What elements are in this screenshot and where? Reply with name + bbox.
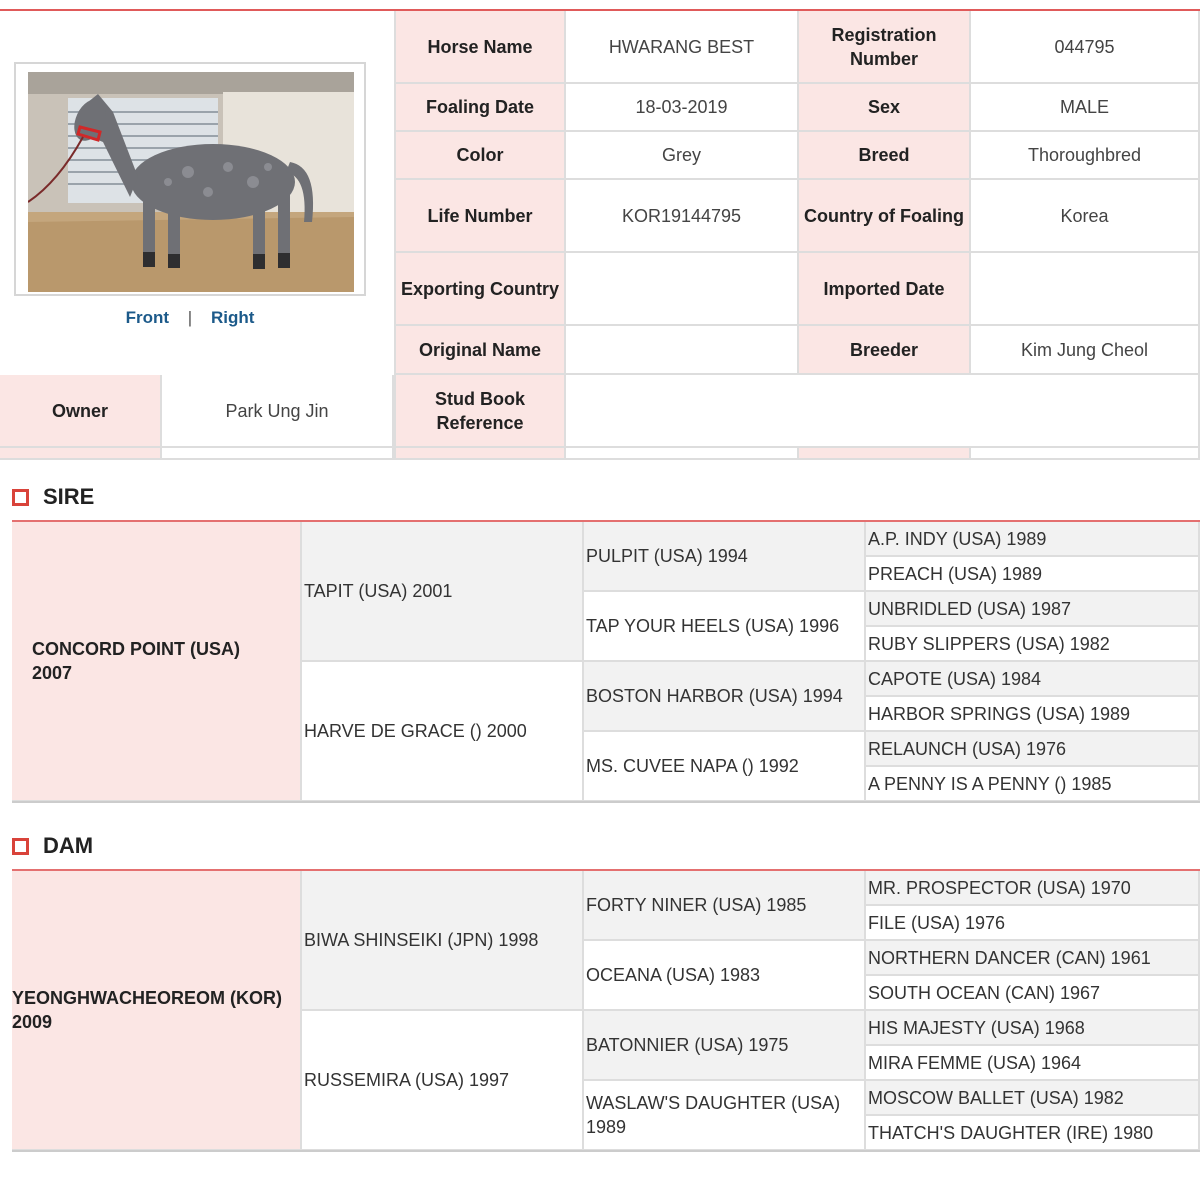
link-separator: | xyxy=(187,308,193,327)
sire-gen1: CONCORD POINT (USA) 2007 xyxy=(12,522,302,802)
sire-gen4: HARBOR SPRINGS (USA) 1989 xyxy=(866,697,1200,732)
life-number-value: KOR19144795 xyxy=(566,180,799,253)
exporting-country-value xyxy=(566,253,799,326)
original-name-label: Original Name xyxy=(394,326,566,375)
dam-gen3: WASLAW'S DAUGHTER (USA) 1989 xyxy=(584,1081,866,1151)
right-view-link[interactable]: Right xyxy=(210,308,255,327)
breeder-label: Breeder xyxy=(799,326,971,375)
partial-row-label-2 xyxy=(394,448,566,460)
dam-gen2: BIWA SHINSEIKI (JPN) 1998 xyxy=(302,871,584,1011)
dam-gen1: YEONGHWACHEOREOM (KOR) 2009 xyxy=(12,871,302,1151)
dam-gen4: MOSCOW BALLET (USA) 1982 xyxy=(866,1081,1200,1116)
country-of-foaling-value: Korea xyxy=(971,180,1200,253)
sire-section-title xyxy=(12,484,94,510)
breed-label: Breed xyxy=(799,132,971,180)
dam-gen4: HIS MAJESTY (USA) 1968 xyxy=(866,1011,1200,1046)
sire-gen2: HARVE DE GRACE () 2000 xyxy=(302,662,584,802)
owner-value: Park Ung Jin xyxy=(162,375,394,448)
sex-value: MALE xyxy=(971,84,1200,132)
owner-label: Owner xyxy=(0,375,162,448)
dam-gen4: MR. PROSPECTOR (USA) 1970 xyxy=(866,871,1200,906)
breed-value: Thoroughbred xyxy=(971,132,1200,180)
dam-gen3: OCEANA (USA) 1983 xyxy=(584,941,866,1011)
dam-title-text: DAM xyxy=(43,833,94,858)
sire-gen2: TAPIT (USA) 2001 xyxy=(302,522,584,662)
partial-row-value-3 xyxy=(971,448,1200,460)
imported-date-label: Imported Date xyxy=(799,253,971,326)
partial-row-value xyxy=(162,448,394,460)
sire-gen4: CAPOTE (USA) 1984 xyxy=(866,662,1200,697)
sire-bottom-rule xyxy=(12,801,1200,803)
breeder-value: Kim Jung Cheol xyxy=(971,326,1200,375)
sire-gen3: BOSTON HARBOR (USA) 1994 xyxy=(584,662,866,732)
dam-gen4: MIRA FEMME (USA) 1964 xyxy=(866,1046,1200,1081)
sire-gen4: UNBRIDLED (USA) 1987 xyxy=(866,592,1200,627)
life-number-label: Life Number xyxy=(394,180,566,253)
dam-bottom-rule xyxy=(12,1150,1200,1152)
sire-gen4: PREACH (USA) 1989 xyxy=(866,557,1200,592)
original-name-value xyxy=(566,326,799,375)
dam-gen3: BATONNIER (USA) 1975 xyxy=(584,1011,866,1081)
section-square-icon xyxy=(12,489,29,506)
dam-gen4: THATCH'S DAUGHTER (IRE) 1980 xyxy=(866,1116,1200,1151)
imported-date-value xyxy=(971,253,1200,326)
foaling-date-label: Foaling Date xyxy=(394,84,566,132)
dam-gen4: SOUTH OCEAN (CAN) 1967 xyxy=(866,976,1200,1011)
registration-number-value: 044795 xyxy=(971,11,1200,84)
sire-gen4: RUBY SLIPPERS (USA) 1982 xyxy=(866,627,1200,662)
horse-name-label: Horse Name xyxy=(394,11,566,84)
sire-title-text: SIRE xyxy=(43,484,95,509)
horse-photo-image xyxy=(28,72,354,292)
dam-gen3: FORTY NINER (USA) 1985 xyxy=(584,871,866,941)
sex-label: Sex xyxy=(799,84,971,132)
color-value: Grey xyxy=(566,132,799,180)
sire-gen3: MS. CUVEE NAPA () 1992 xyxy=(584,732,866,802)
dam-gen4: NORTHERN DANCER (CAN) 1961 xyxy=(866,941,1200,976)
sire-gen3: PULPIT (USA) 1994 xyxy=(584,522,866,592)
front-view-link[interactable]: Front xyxy=(125,308,170,327)
dam-gen2: RUSSEMIRA (USA) 1997 xyxy=(302,1011,584,1151)
country-of-foaling-label: Country of Foaling xyxy=(799,180,971,253)
dam-section-title xyxy=(12,833,93,859)
stud-book-reference-label: Stud Book Reference xyxy=(394,375,566,448)
horse-name-value: HWARANG BEST xyxy=(566,11,799,84)
section-square-icon xyxy=(12,838,29,855)
sire-gen3: TAP YOUR HEELS (USA) 1996 xyxy=(584,592,866,662)
dam-gen4: FILE (USA) 1976 xyxy=(866,906,1200,941)
partial-row-label xyxy=(0,448,162,460)
stud-book-reference-value xyxy=(566,375,1200,448)
sire-gen4: A PENNY IS A PENNY () 1985 xyxy=(866,767,1200,802)
exporting-country-label: Exporting Country xyxy=(394,253,566,326)
foaling-date-value: 18-03-2019 xyxy=(566,84,799,132)
horse-photo[interactable] xyxy=(14,62,366,296)
partial-row-label-3 xyxy=(799,448,971,460)
sire-gen4: RELAUNCH (USA) 1976 xyxy=(866,732,1200,767)
photo-view-links xyxy=(14,308,366,328)
color-label: Color xyxy=(394,132,566,180)
partial-row-value-2 xyxy=(566,448,799,460)
sire-gen4: A.P. INDY (USA) 1989 xyxy=(866,522,1200,557)
registration-number-label: Registration Number xyxy=(799,11,971,84)
